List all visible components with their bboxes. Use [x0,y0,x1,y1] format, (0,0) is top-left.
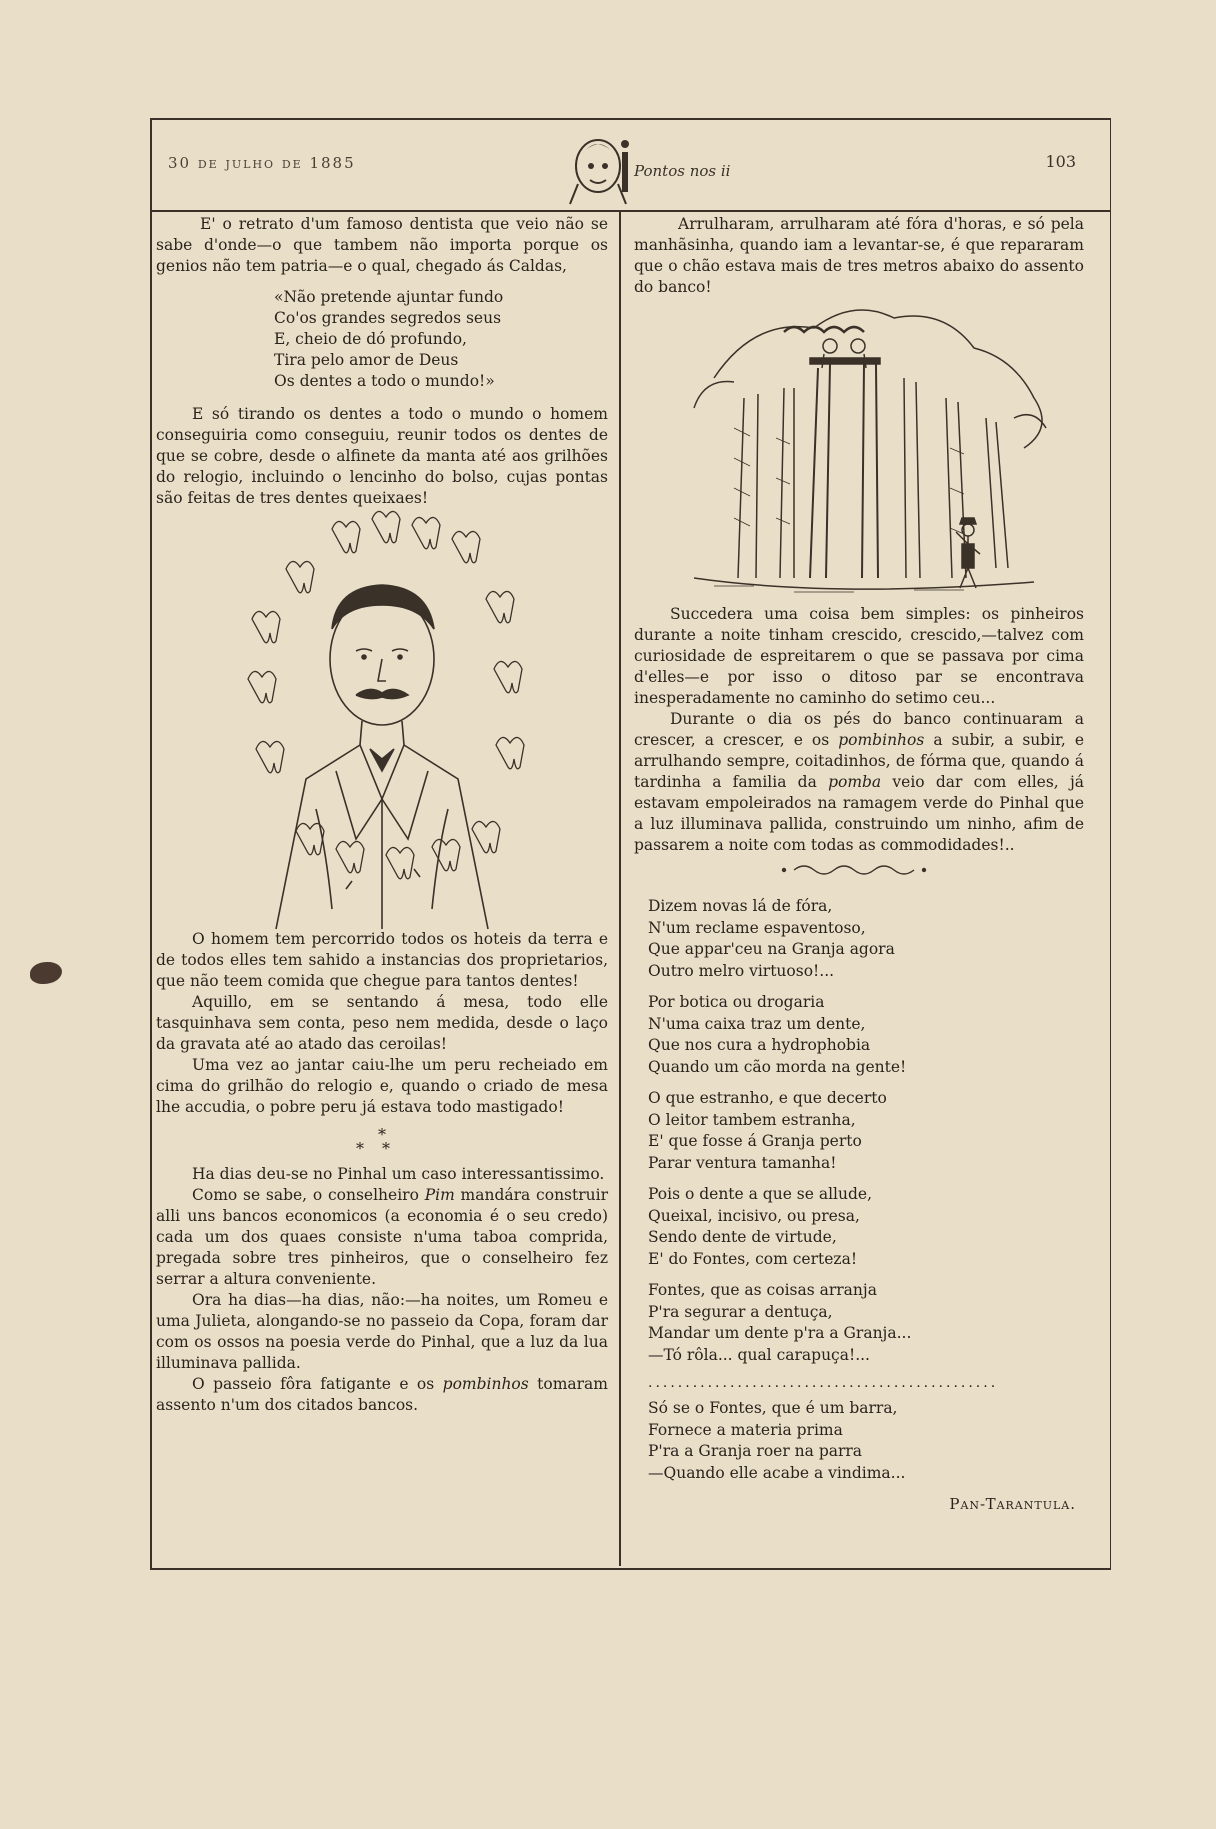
verse-line: «Não pretende ajuntar fundo [274,288,504,306]
intro-paragraph: E' o retrato d'um famoso dentista que veio não se sabe d'onde—o que tambem não importa porque os genios não tem patria—e o qual, chegado ás Caldas, [156,215,608,275]
page-header [152,120,1110,212]
poem-line: Parar ventura tamanha! [648,1153,837,1172]
poem-line: P'ra a Granja roer na parra [648,1442,863,1460]
paragraph: E só tirando os dentes a todo o mundo o homem conseguiria como conseguiu, reunir todos os dentes de que se cobre, desde o alfinete da manta até aos grilhões do relogio, incluindo o lencinho do bolso, cujas pontas são feitas de tres dentes queixaes! [156,405,608,507]
poem-line: Que appar'ceu na Granja agora [648,940,895,958]
poem-line: P'ra segurar a dentuça, [648,1302,833,1321]
poem-line: O que estranho, e que decerto [648,1089,887,1107]
poem-line: Queixal, incisivo, ou presa, [648,1206,860,1225]
verse-line: E, cheio de dó profundo, [274,330,467,348]
newspaper-page [150,118,1111,1570]
poem-line: —Tó rôla... qual carapuça!... [648,1345,870,1364]
poem-line: N'uma caixa traz um dente, [648,1014,866,1033]
paragraph: Ha dias deu-se no Pinhal um caso interessantissimo. [192,1165,605,1183]
dotted-separator: ............................................... [648,1375,999,1391]
poem-stanza [648,1088,1084,1174]
poem-stanza [648,1184,1084,1270]
column-divider [619,210,621,1566]
ornament-separator [634,862,1084,878]
paragraph: Arrulharam, arrulharam até fóra d'horas, e só pela manhãsinha, quando iam a levantar-se, é que repararam que o chão estava mais de tres metros abaixo do assento do banco! [634,215,1084,296]
verse-line: Tira pelo amor de Deus [274,351,459,369]
poem-stanza [648,1398,1084,1484]
dentist-portrait-illustration [156,509,608,929]
author-signature: Pan-Tarantula. [949,1495,1076,1513]
asterism-separator: * ** [356,1125,408,1158]
logo-text: Pontos nos ii [634,162,731,180]
header-date: 30 de julho de 1885 [168,154,356,172]
poem-line: O leitor tambem estranha, [648,1110,856,1129]
poem-line: Outro melro virtuoso!... [648,961,835,980]
poem-line: Quando um cão morda na gente! [648,1057,907,1076]
poem-stanza [648,1280,1084,1366]
poem-line: Pois o dente a que se allude, [648,1185,873,1203]
poem-stanza [648,896,1084,982]
left-column [156,210,608,1416]
poem-line: Que nos cura a hydrophobia [648,1036,871,1054]
paragraph: O homem tem percorrido todos os hoteis da terra e de todos elles tem sahido a instancias dos proprietarios, que não teem comida que chegue para tantos dentes! [156,930,608,990]
poem-line: Por botica ou drogaria [648,993,825,1011]
page-number: 103 [1045,152,1076,171]
poem-line: Sendo dente de virtude, [648,1228,837,1246]
pine-grove-bench-illustration [634,298,1084,604]
verse-line: Os dentes a todo o mundo!» [274,372,495,390]
paragraph: Uma vez ao jantar caiu-lhe um peru recheiado em cima do grilhão do relogio e, quando o criado de mesa lhe accudia, o pobre peru já estava todo mastigado! [156,1056,608,1116]
poem-line: Fornece a materia prima [648,1420,843,1439]
paragraph: Ora ha dias—ha dias, não:—ha noites, um Romeu e uma Julieta, alongando-se no passeio da Copa, foram dar com os ossos na poesia verde do Pinhal, que a luz da lua illuminava pallida. [156,1291,608,1372]
poem-line: Mandar um dente p'ra a Granja... [648,1324,912,1342]
paragraph: Como se sabe, o conselheiro Pim mandára construir alli uns bancos economicos (a economia é o seu credo) cada um dos quaes consiste n'uma taboa comprida, pregada sobre tres pinheiros, que o conselheiro fez serrar a altura conveniente. [156,1186,608,1288]
paragraph: O passeio fôra fatigante e os pombinhos tomaram assento n'um dos citados bancos. [156,1375,608,1414]
poem-line: —Quando elle acabe a vindima... [648,1463,906,1482]
right-column [634,210,1084,1515]
poem-line: E' que fosse á Granja perto [648,1132,862,1150]
dentist-verse [156,287,608,392]
paragraph: Aquillo, em se sentando á mesa, todo elle tasquinhava sem conta, peso nem medida, desde o laço da gravata até ao atado das ceroilas! [156,993,608,1053]
ink-blot [30,962,62,984]
masthead-logo [560,124,731,208]
poem-line: Fontes, que as coisas arranja [648,1281,877,1299]
verse-line: Co'os grandes segredos seus [274,309,502,327]
poem-line: N'um reclame espaventoso, [648,918,866,937]
poem-line: Só se o Fontes, que é um barra, [648,1399,898,1417]
paragraph: Succedera uma coisa bem simples: os pinheiros durante a noite tinham crescido, crescido,—talvez com curiosidade de espreitarem o que se passava por cima d'elles—e por isso o ditoso par se encontrava inesperadamente no caminho do setimo ceu... [634,605,1084,707]
poem-line: E' do Fontes, com certeza! [648,1249,858,1268]
poem-stanza [648,992,1084,1078]
paragraph: Durante o dia os pés do banco continuaram a crescer, a crescer, e os pombinhos a subir, a subir, e arrulhando sempre, coitadinhos, de fórma que, quando á tardinha a familia da pomba veio dar com elles, já estavam empoleirados na ramagem verde do Pinhal que a luz illuminava pallida, construindo um ninho, afim de passarem a noite com todas as commodidades!.. [634,710,1084,854]
poem-line: Dizem novas lá de fóra, [648,897,833,915]
